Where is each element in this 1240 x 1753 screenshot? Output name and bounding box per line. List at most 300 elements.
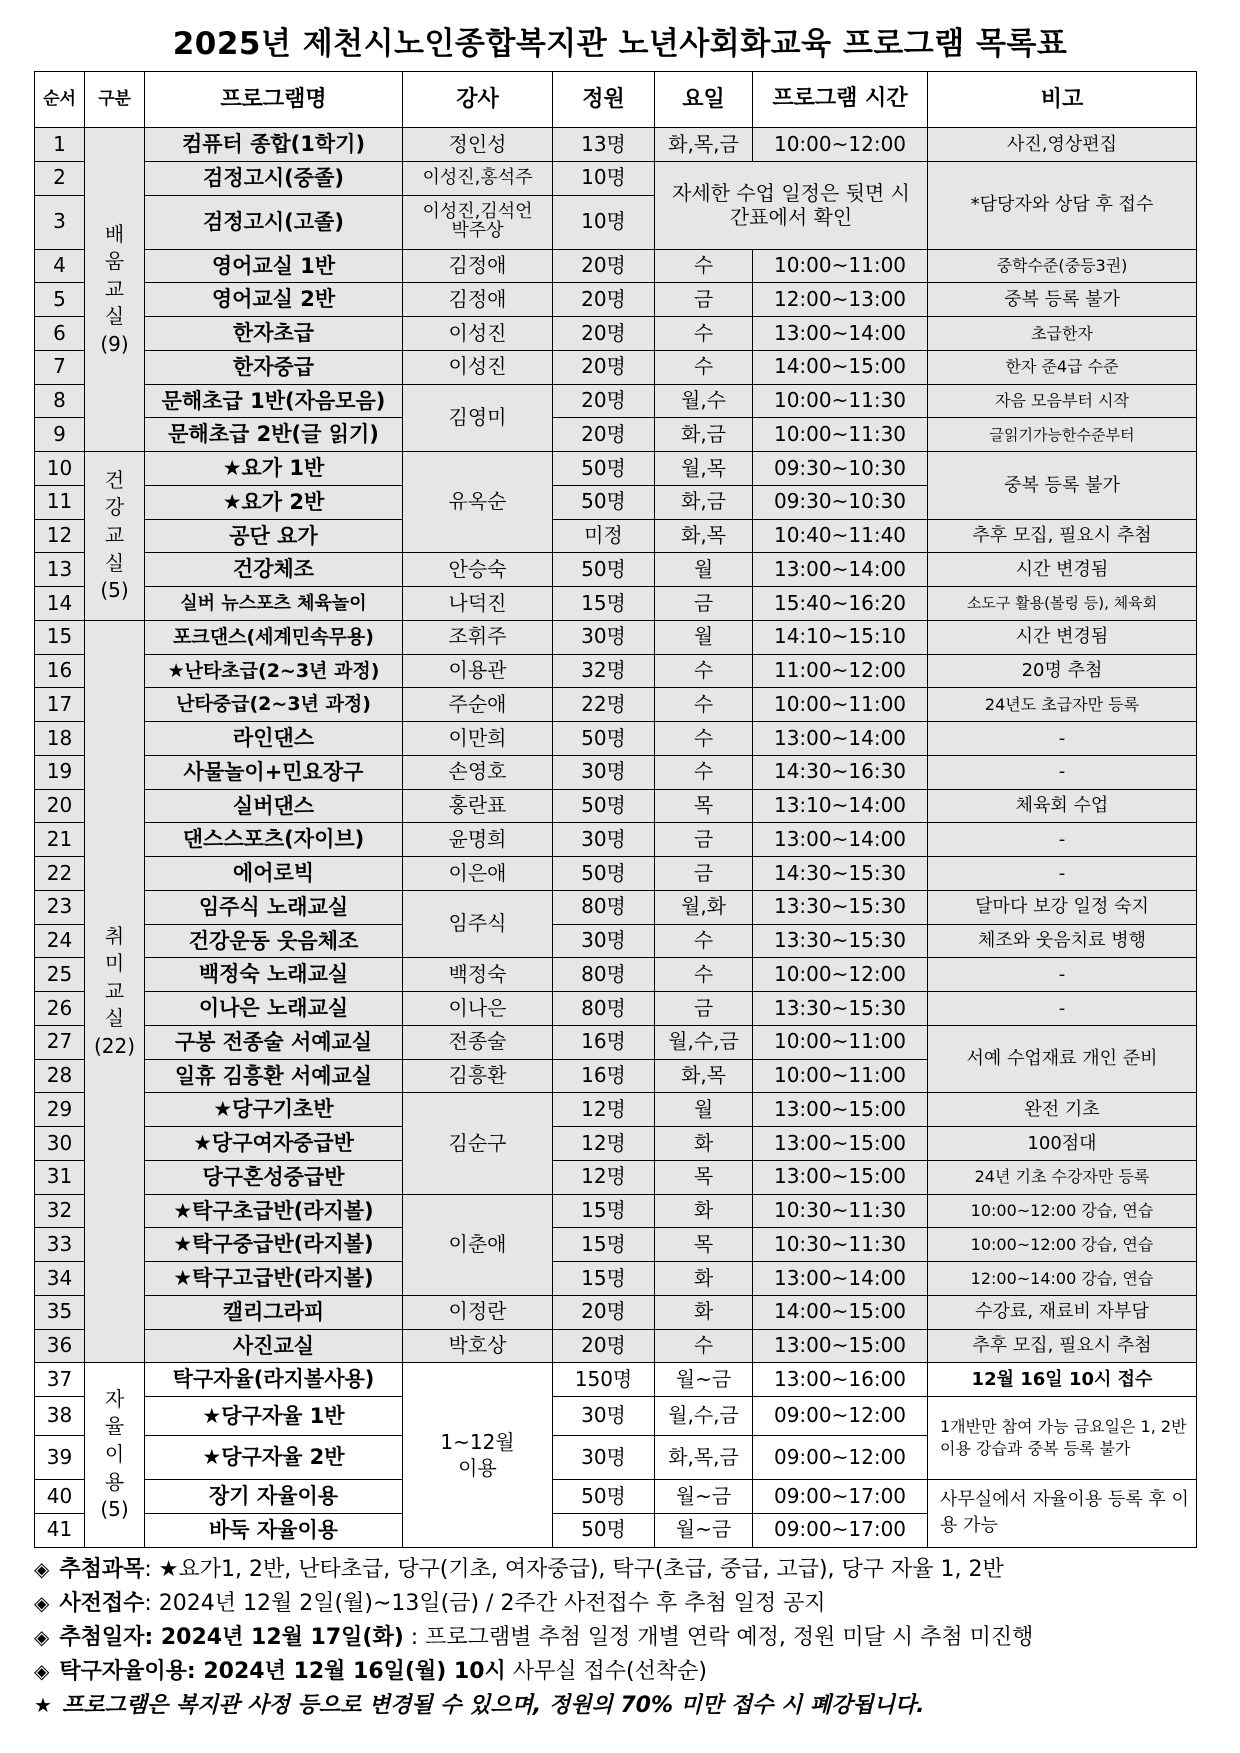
footer-label: 추첨과목 xyxy=(59,1557,145,1582)
row-no: 16 xyxy=(35,654,85,688)
row-no: 11 xyxy=(35,485,85,519)
table-row xyxy=(35,688,1197,722)
table-row xyxy=(35,958,1197,992)
teacher-name: 이성진,홍석주 xyxy=(403,161,553,195)
day: 수 xyxy=(655,755,753,789)
day: 수 xyxy=(655,249,753,283)
table-row xyxy=(35,418,1197,452)
row-no: 18 xyxy=(35,722,85,756)
capacity: 20명 xyxy=(553,350,655,384)
capacity: 80명 xyxy=(553,890,655,924)
program-name: 구봉 전종술 서예교실 xyxy=(145,1025,403,1059)
note: 시간 변경됨 xyxy=(928,620,1197,654)
group-char: (22) xyxy=(93,1033,136,1058)
program-name: 포크댄스(세계민속무용) xyxy=(145,620,403,654)
footer-bold-text: : 2024년 12월 16일(월) 10시 xyxy=(186,1659,506,1684)
capacity: 20명 xyxy=(553,1295,655,1329)
time: 10:00~11:00 xyxy=(753,1025,928,1059)
row-no: 22 xyxy=(35,857,85,891)
day: 월~금 xyxy=(655,1513,753,1547)
row-no: 34 xyxy=(35,1262,85,1296)
group-char: (5) xyxy=(100,578,129,603)
footer-text: 사무실 접수(선착순) xyxy=(505,1659,707,1684)
teacher-name: 김흥환 xyxy=(403,1059,553,1093)
table-row xyxy=(35,924,1197,958)
time: 10:30~11:30 xyxy=(753,1228,928,1262)
row-no: 35 xyxy=(35,1295,85,1329)
footer-text: : 프로그램별 추첨 일정 개별 연락 예정, 정원 미달 시 추첨 미진행 xyxy=(403,1625,1034,1650)
table-row xyxy=(35,1480,1197,1514)
star-bullet-icon: ★ xyxy=(34,1693,52,1717)
capacity: 30명 xyxy=(553,924,655,958)
row-no: 21 xyxy=(35,823,85,857)
time: 15:40~16:20 xyxy=(753,587,928,621)
program-name: ★난타초급(2~3년 과정) xyxy=(145,654,403,688)
teacher-name: 이춘애 xyxy=(403,1194,553,1295)
row-no: 36 xyxy=(35,1329,85,1363)
capacity: 30명 xyxy=(553,1397,655,1436)
program-name: 영어교실 1반 xyxy=(145,249,403,283)
note: - xyxy=(928,823,1197,857)
day: 목 xyxy=(655,1228,753,1262)
row-no: 38 xyxy=(35,1397,85,1436)
table-row xyxy=(35,1127,1197,1161)
day: 화,목,금 xyxy=(655,1436,753,1480)
day: 월,수,금 xyxy=(655,1025,753,1059)
time: 09:00~12:00 xyxy=(753,1397,928,1436)
capacity: 50명 xyxy=(553,452,655,486)
row-no: 1 xyxy=(35,128,85,162)
program-name: 검정고시(고졸) xyxy=(145,195,403,249)
table-row xyxy=(35,755,1197,789)
teacher-name: 윤명희 xyxy=(403,823,553,857)
program-name: 사물놀이+민요장구 xyxy=(145,755,403,789)
day: 월~금 xyxy=(655,1363,753,1397)
day: 월 xyxy=(655,1093,753,1127)
note: - xyxy=(928,992,1197,1026)
col-header-note: 비고 xyxy=(928,72,1197,128)
teacher-name: 이만희 xyxy=(403,722,553,756)
note: - xyxy=(928,722,1197,756)
row-no: 3 xyxy=(35,195,85,249)
capacity: 15명 xyxy=(553,1194,655,1228)
row-no: 24 xyxy=(35,924,85,958)
col-header-program: 프로그램명 xyxy=(145,72,403,128)
day: 월,수,금 xyxy=(655,1397,753,1436)
program-table xyxy=(34,71,1197,1548)
time: 13:30~15:30 xyxy=(753,890,928,924)
capacity: 32명 xyxy=(553,654,655,688)
group-char: 실 xyxy=(104,304,125,329)
footer-label: 탁구자율이용 xyxy=(59,1659,187,1684)
day: 화 xyxy=(655,1262,753,1296)
day: 금 xyxy=(655,587,753,621)
program-name: 캘리그라피 xyxy=(145,1295,403,1329)
time: 12:00~13:00 xyxy=(753,283,928,317)
program-name: ★당구자율 2반 xyxy=(145,1436,403,1480)
group-char: 교 xyxy=(104,978,125,1003)
table-row xyxy=(35,1228,1197,1262)
row-no: 32 xyxy=(35,1194,85,1228)
time: 13:00~14:00 xyxy=(753,317,928,351)
footer-line-lottery-subjects xyxy=(34,1552,1204,1583)
day: 금 xyxy=(655,992,753,1026)
time: 10:00~11:00 xyxy=(753,249,928,283)
time: 13:00~14:00 xyxy=(753,823,928,857)
note: 24년도 초급자만 등록 xyxy=(928,688,1197,722)
diamond-bullet-icon: ◈ xyxy=(34,1557,50,1581)
capacity: 50명 xyxy=(553,857,655,891)
capacity: 10명 xyxy=(553,195,655,249)
note: 중학수준(중등3권) xyxy=(928,249,1197,283)
capacity: 15명 xyxy=(553,1228,655,1262)
footer-line-lottery-date xyxy=(34,1620,1204,1651)
table-row xyxy=(35,553,1197,587)
program-name: 컴퓨터 종합(1학기) xyxy=(145,128,403,162)
capacity: 15명 xyxy=(553,1262,655,1296)
col-header-time: 프로그램 시간 xyxy=(753,72,928,128)
program-name: 당구혼성중급반 xyxy=(145,1160,403,1194)
program-name: 한자초급 xyxy=(145,317,403,351)
note: 10:00~12:00 강습, 연습 xyxy=(928,1194,1197,1228)
note: 달마다 보강 일정 숙지 xyxy=(928,890,1197,924)
program-name: 이나은 노래교실 xyxy=(145,992,403,1026)
capacity: 20명 xyxy=(553,418,655,452)
time: 14:00~15:00 xyxy=(753,1295,928,1329)
program-name: 문해초급 1반(자음모음) xyxy=(145,384,403,418)
table-row xyxy=(35,519,1197,553)
teacher-name: 안승숙 xyxy=(403,553,553,587)
capacity: 50명 xyxy=(553,1513,655,1547)
table-row xyxy=(35,1363,1197,1397)
col-header-teacher: 강사 xyxy=(403,72,553,128)
time: 09:30~10:30 xyxy=(753,452,928,486)
table-row xyxy=(35,654,1197,688)
program-name: 한자중급 xyxy=(145,350,403,384)
group-char: (9) xyxy=(100,331,129,356)
teacher-name: 백정숙 xyxy=(403,958,553,992)
capacity: 13명 xyxy=(553,128,655,162)
teacher-name: 전종술 xyxy=(403,1025,553,1059)
day: 수 xyxy=(655,924,753,958)
group-char: 교 xyxy=(104,523,125,548)
capacity: 12명 xyxy=(553,1093,655,1127)
diamond-bullet-icon: ◈ xyxy=(34,1591,50,1615)
capacity: 20명 xyxy=(553,1329,655,1363)
program-name: 장기 자율이용 xyxy=(145,1480,403,1514)
time: 14:00~15:00 xyxy=(753,350,928,384)
day: 목 xyxy=(655,789,753,823)
note: 시간 변경됨 xyxy=(928,553,1197,587)
day: 월~금 xyxy=(655,1480,753,1514)
note: 수강료, 재료비 자부담 xyxy=(928,1295,1197,1329)
group-char: 움 xyxy=(104,249,125,274)
program-name: 검정고시(중졸) xyxy=(145,161,403,195)
row-no: 29 xyxy=(35,1093,85,1127)
group-char: 이 xyxy=(104,1442,125,1467)
program-name: ★탁구고급반(라지볼) xyxy=(145,1262,403,1296)
note: 사무실에서 자율이용 등록 후 이용 가능 xyxy=(928,1480,1197,1548)
teacher-name: 나덕진 xyxy=(403,587,553,621)
time: 11:00~12:00 xyxy=(753,654,928,688)
table-row xyxy=(35,317,1197,351)
time: 10:00~11:00 xyxy=(753,688,928,722)
time: 10:00~12:00 xyxy=(753,128,928,162)
row-no: 4 xyxy=(35,249,85,283)
time: 10:40~11:40 xyxy=(753,519,928,553)
group-cell-hobby xyxy=(85,620,145,1363)
row-no: 6 xyxy=(35,317,85,351)
row-no: 39 xyxy=(35,1436,85,1480)
row-no: 27 xyxy=(35,1025,85,1059)
note: - xyxy=(928,755,1197,789)
capacity: 150명 xyxy=(553,1363,655,1397)
capacity: 30명 xyxy=(553,755,655,789)
capacity: 미정 xyxy=(553,519,655,553)
time: 13:00~16:00 xyxy=(753,1363,928,1397)
table-row xyxy=(35,1295,1197,1329)
day: 수 xyxy=(655,722,753,756)
day: 화 xyxy=(655,1194,753,1228)
row-no: 20 xyxy=(35,789,85,823)
program-name: ★요가 1반 xyxy=(145,452,403,486)
capacity: 20명 xyxy=(553,317,655,351)
capacity: 50명 xyxy=(553,553,655,587)
row-no: 2 xyxy=(35,161,85,195)
program-name: 에어로빅 xyxy=(145,857,403,891)
time: 09:30~10:30 xyxy=(753,485,928,519)
group-char: 율 xyxy=(104,1414,125,1439)
teacher-name: 이나은 xyxy=(403,992,553,1026)
note: 추후 모집, 필요시 추첨 xyxy=(928,519,1197,553)
page-title: 2025년 제천시노인종합복지관 노년사회화교육 프로그램 목록표 xyxy=(172,26,1068,62)
table-row xyxy=(35,823,1197,857)
program-name: ★당구여자중급반 xyxy=(145,1127,403,1161)
footer-line-notice xyxy=(34,1688,1204,1719)
group-char: 건 xyxy=(104,467,125,492)
row-no: 8 xyxy=(35,384,85,418)
group-char: 자 xyxy=(104,1386,125,1411)
capacity: 20명 xyxy=(553,283,655,317)
row-no: 30 xyxy=(35,1127,85,1161)
time: 13:00~14:00 xyxy=(753,1262,928,1296)
row-no: 19 xyxy=(35,755,85,789)
day: 수 xyxy=(655,654,753,688)
time: 13:00~15:00 xyxy=(753,1329,928,1363)
note: 자음 모음부터 시작 xyxy=(928,384,1197,418)
program-name: 임주식 노래교실 xyxy=(145,890,403,924)
row-no: 25 xyxy=(35,958,85,992)
table-row xyxy=(35,283,1197,317)
time: 13:10~14:00 xyxy=(753,789,928,823)
note: 20명 추첨 xyxy=(928,654,1197,688)
teacher-name: 이용관 xyxy=(403,654,553,688)
teacher-name: 1~12월 이용 xyxy=(403,1363,553,1547)
diamond-bullet-icon: ◈ xyxy=(34,1659,50,1683)
note: - xyxy=(928,857,1197,891)
col-header-group: 구분 xyxy=(85,72,145,128)
note: 10:00~12:00 강습, 연습 xyxy=(928,1228,1197,1262)
teacher-name: 이정란 xyxy=(403,1295,553,1329)
table-row xyxy=(35,1329,1197,1363)
program-name: ★탁구중급반(라지볼) xyxy=(145,1228,403,1262)
row-no: 41 xyxy=(35,1513,85,1547)
teacher-name: 이은애 xyxy=(403,857,553,891)
program-name: 탁구자율(라지볼사용) xyxy=(145,1363,403,1397)
table-row xyxy=(35,249,1197,283)
capacity: 22명 xyxy=(553,688,655,722)
program-name: ★당구기초반 xyxy=(145,1093,403,1127)
col-header-day: 요일 xyxy=(655,72,753,128)
row-no: 23 xyxy=(35,890,85,924)
note: 초급한자 xyxy=(928,317,1197,351)
day: 수 xyxy=(655,317,753,351)
program-name: 댄스스포츠(자이브) xyxy=(145,823,403,857)
time: 10:00~11:00 xyxy=(753,1059,928,1093)
table-row xyxy=(35,128,1197,162)
day: 월 xyxy=(655,553,753,587)
capacity: 20명 xyxy=(553,249,655,283)
capacity: 30명 xyxy=(553,823,655,857)
capacity: 80명 xyxy=(553,958,655,992)
program-name: 영어교실 2반 xyxy=(145,283,403,317)
time: 10:00~12:00 xyxy=(753,958,928,992)
program-name: 건강체조 xyxy=(145,553,403,587)
program-name: 백정숙 노래교실 xyxy=(145,958,403,992)
row-no: 17 xyxy=(35,688,85,722)
table-row xyxy=(35,1025,1197,1059)
program-name: ★요가 2반 xyxy=(145,485,403,519)
day: 월,목 xyxy=(655,452,753,486)
capacity: 50명 xyxy=(553,485,655,519)
day: 화 xyxy=(655,1127,753,1161)
note: 1개반만 참여 가능 금요일은 1, 2반 이용 강습과 중복 등록 불가 xyxy=(928,1397,1197,1480)
teacher-name: 주순애 xyxy=(403,688,553,722)
day: 금 xyxy=(655,283,753,317)
note: 서예 수업재료 개인 준비 xyxy=(928,1025,1197,1093)
row-no: 10 xyxy=(35,452,85,486)
program-name: 실버 뉴스포츠 체육놀이 xyxy=(145,587,403,621)
program-name: ★탁구초급반(라지볼) xyxy=(145,1194,403,1228)
capacity: 16명 xyxy=(553,1059,655,1093)
table-row xyxy=(35,350,1197,384)
note: 완전 기초 xyxy=(928,1093,1197,1127)
capacity: 50명 xyxy=(553,722,655,756)
day: 수 xyxy=(655,688,753,722)
row-no: 12 xyxy=(35,519,85,553)
teacher-name: 홍란표 xyxy=(403,789,553,823)
group-char: 강 xyxy=(104,495,125,520)
table-row xyxy=(35,992,1197,1026)
program-name: ★당구자율 1반 xyxy=(145,1397,403,1436)
day: 화 xyxy=(655,1295,753,1329)
teacher-name: 김순구 xyxy=(403,1093,553,1194)
day: 월 xyxy=(655,620,753,654)
capacity: 80명 xyxy=(553,992,655,1026)
day: 수 xyxy=(655,350,753,384)
group-char: (5) xyxy=(100,1497,129,1522)
program-name: 라인댄스 xyxy=(145,722,403,756)
table-row xyxy=(35,452,1197,486)
teacher-name: 이성진 xyxy=(403,317,553,351)
row-no: 5 xyxy=(35,283,85,317)
time: 14:10~15:10 xyxy=(753,620,928,654)
capacity: 20명 xyxy=(553,384,655,418)
teacher-name: 손영호 xyxy=(403,755,553,789)
time: 10:00~11:30 xyxy=(753,384,928,418)
time: 13:00~14:00 xyxy=(753,722,928,756)
day: 목 xyxy=(655,1160,753,1194)
table-row xyxy=(35,1194,1197,1228)
table-row xyxy=(35,890,1197,924)
row-no: 14 xyxy=(35,587,85,621)
capacity: 30명 xyxy=(553,1436,655,1480)
time: 13:00~15:00 xyxy=(753,1127,928,1161)
col-header-capacity: 정원 xyxy=(553,72,655,128)
row-no: 40 xyxy=(35,1480,85,1514)
group-char: 교 xyxy=(104,276,125,301)
program-name: 문해초급 2반(글 읽기) xyxy=(145,418,403,452)
capacity: 15명 xyxy=(553,587,655,621)
footer-line-pre-registration xyxy=(34,1586,1204,1617)
note: 중복 등록 불가 xyxy=(928,283,1197,317)
note: 중복 등록 불가 xyxy=(928,452,1197,520)
teacher-name: 이성진 xyxy=(403,350,553,384)
time: 13:30~15:30 xyxy=(753,992,928,1026)
table-row xyxy=(35,161,1197,195)
capacity: 12명 xyxy=(553,1160,655,1194)
time: 09:00~17:00 xyxy=(753,1513,928,1547)
note: 사진,영상편집 xyxy=(928,128,1197,162)
footer-line-table-tennis xyxy=(34,1654,1204,1685)
footer-bold-text: : 2024년 12월 17일(화) xyxy=(144,1625,404,1650)
capacity: 50명 xyxy=(553,789,655,823)
note: - xyxy=(928,958,1197,992)
table-row xyxy=(35,587,1197,621)
row-no: 7 xyxy=(35,350,85,384)
time: 10:00~11:30 xyxy=(753,418,928,452)
program-name: 공단 요가 xyxy=(145,519,403,553)
table-row xyxy=(35,1262,1197,1296)
capacity: 30명 xyxy=(553,620,655,654)
row-no: 26 xyxy=(35,992,85,1026)
teacher-name: 정인성 xyxy=(403,128,553,162)
row-no: 15 xyxy=(35,620,85,654)
day: 월,화 xyxy=(655,890,753,924)
time: 09:00~12:00 xyxy=(753,1436,928,1480)
note: 체육회 수업 xyxy=(928,789,1197,823)
program-name: 실버댄스 xyxy=(145,789,403,823)
table-row xyxy=(35,1160,1197,1194)
time: 10:30~11:30 xyxy=(753,1194,928,1228)
day: 화,금 xyxy=(655,485,753,519)
day: 금 xyxy=(655,823,753,857)
day: 금 xyxy=(655,857,753,891)
capacity: 16명 xyxy=(553,1025,655,1059)
footer-text: : 2024년 12월 2일(월)~13일(금) / 2주간 사전접수 후 추첨 일정 공지 xyxy=(144,1591,826,1616)
day: 화,금 xyxy=(655,418,753,452)
teacher-name: 조휘주 xyxy=(403,620,553,654)
footer-notice-text: 프로그램은 복지관 사정 등으로 변경될 수 있으며, 정원의 70% 미만 접수 시 폐강됩니다. xyxy=(61,1693,925,1718)
footer-label: 사전접수 xyxy=(59,1591,145,1616)
row-no: 13 xyxy=(35,553,85,587)
day: 월,수 xyxy=(655,384,753,418)
row-no: 28 xyxy=(35,1059,85,1093)
time: 09:00~17:00 xyxy=(753,1480,928,1514)
group-char: 배 xyxy=(104,221,125,246)
note: *담당자와 상담 후 접수 xyxy=(928,161,1197,249)
group-cell-learning xyxy=(85,128,145,452)
